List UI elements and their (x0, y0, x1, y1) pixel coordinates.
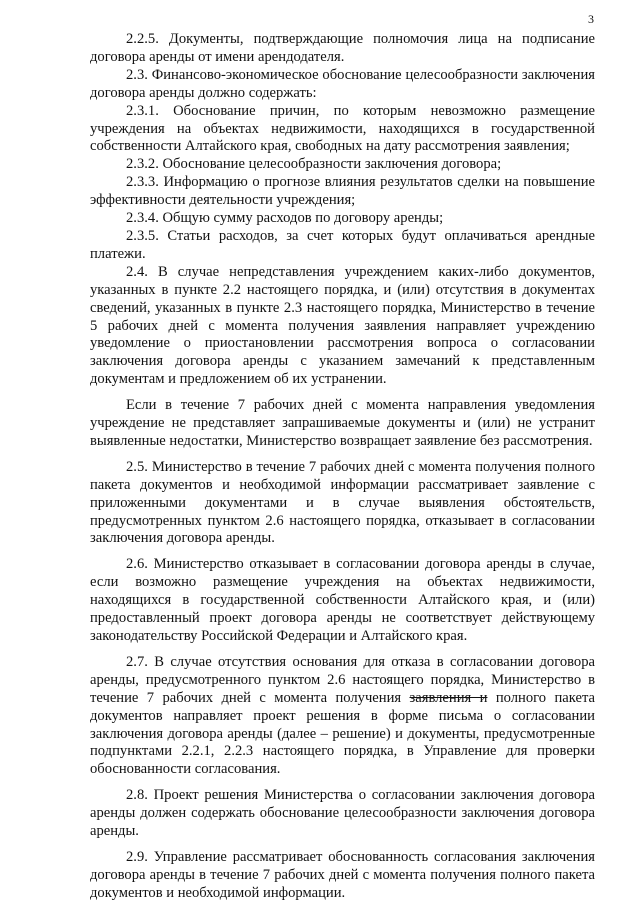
paragraph-2-3-4: 2.3.4. Общую сумму расходов по договору аренды; (126, 210, 444, 227)
paragraph-2-9: 2.9. Управление рассматривает обоснованность согласования заключения договора аренды в течение 7 рабочих дней с момента получения полного пакета документов и необходимой информации. (90, 848, 595, 901)
paragraph-2-8: 2.8. Проект решения Министерства о согласовании заключения договора аренды должен содержать обоснование целесообразности заключения договора аренды. (90, 787, 595, 840)
paragraph-2-2-5: 2.2.5. Документы, подтверждающие полномочия лица на подписание договора аренды от имени арендодателя. (90, 31, 595, 65)
paragraph-2-3: 2.3. Финансово-экономическое обоснование целесообразности заключения договора аренды должно содержать: (90, 66, 595, 101)
paragraph-2-7-part-b: полного пакета документов направляет проект решения в форме письма о согласовании заключения договора аренды (далее – решение) и документы, предусмотренные подпунктами 2.2.1, 2.2.3 настоящего порядка, в Управление для проверки обоснованности согласования. (90, 689, 595, 778)
strikethrough-text: заявления и (409, 689, 488, 706)
paragraph-2-3-1: 2.3.1. Обоснование причин, по которым невозможно размещение учреждения на объектах недвижимости, находящихся в государственной собственности Алтайского края, свободных на дату рассмотрения заявления; (90, 102, 595, 155)
paragraph-2-3-3: 2.3.3. Информацию о прогнозе влияния результатов сделки на повышение эффективности деятельности учреждения; (90, 174, 595, 209)
paragraph-2-3-2: 2.3.2. Обоснование целесообразности заключения договора; (126, 156, 502, 173)
paragraph-2-4-continued: Если в течение 7 рабочих дней с момента направления уведомления учреждение не представляет запрашиваемые документы и (или) не устранит выявленные недостатки, Министерство возвращает заявление без рассмотрения. (90, 397, 595, 449)
paragraph-2-7-part-a: 2.7. В случае отсутствия основания для отказа в согласовании договора аренды, предусмотренного пунктом 2.6 настоящего порядка, Министерство в течение 7 рабочих дней с момента получения (90, 653, 595, 706)
paragraph-2-3-5: 2.3.5. Статьи расходов, за счет которых будут оплачиваться арендные платежи. (90, 227, 595, 262)
document-body (90, 31, 595, 903)
paragraph-2-7 (90, 654, 595, 779)
page-number: 3 (588, 12, 594, 26)
paragraph-2-5: 2.5. Министерство в течение 7 рабочих дней с момента получения полного пакета документов и необходимой информации рассматривает заявление с приложенными документами и в случае выявления обстоятельств, предусмотренных пунктом 2.6 настоящего порядка, отказывает в согласовании заключения договора аренды. (90, 458, 595, 547)
paragraph-2-6: 2.6. Министерство отказывает в согласовании договора аренды в случае, если возможно размещение учреждения на объектах недвижимости, находящихся в государственной собственности Алтайского края, и (или) предоставленный проект договора аренды не соответствует действующему законодательству Российской Федерации и Алтайского края. (90, 556, 595, 644)
paragraph-2-4: 2.4. В случае непредставления учреждением каких-либо документов, указанных в пункте 2.2 настоящего порядка, и (или) отсутствия в документах сведений, указанных в пункте 2.3 настоящего порядка, Министерство в течение 5 рабочих дней с момента получения заявления направляет учреждению уведомление о приостановлении рассмотрения вопроса о согласовании заключения договора аренды с указанием замечаний к представленным документам и предложением об их устранении. (90, 263, 595, 388)
